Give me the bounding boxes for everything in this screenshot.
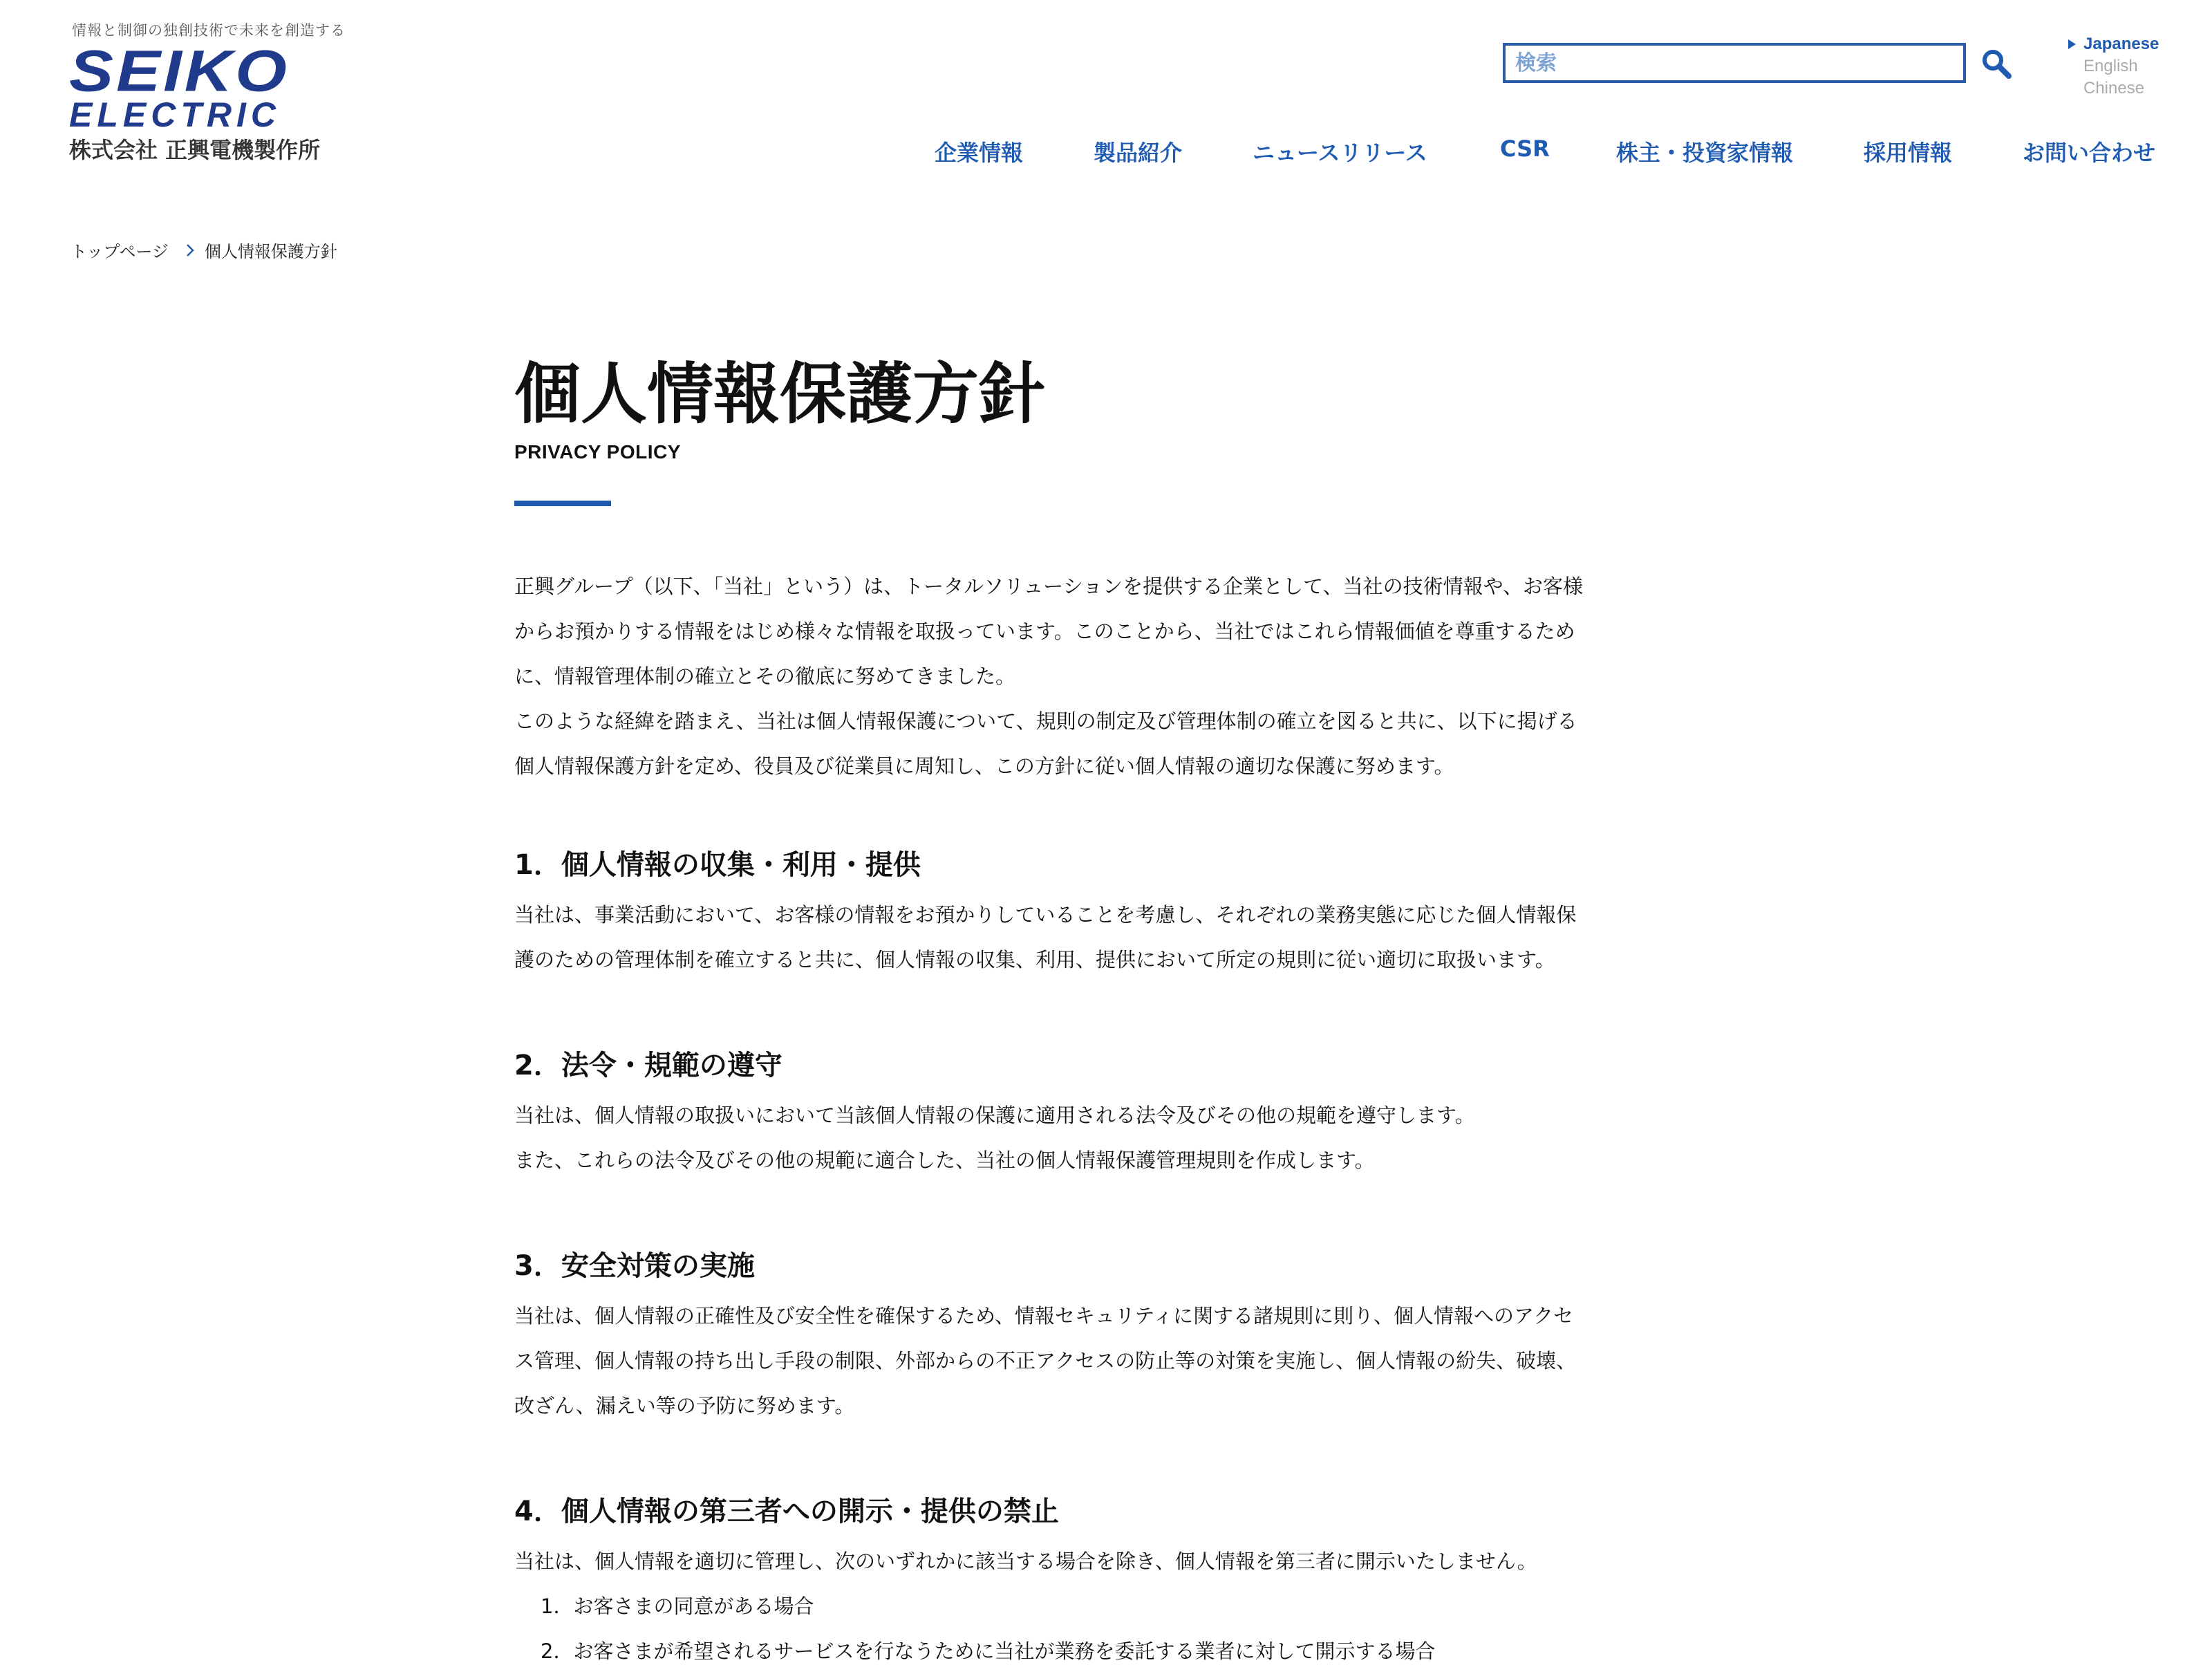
page-subtitle: PRIVACY POLICY <box>514 441 681 463</box>
lang-japanese[interactable]: Japanese <box>2067 33 2159 55</box>
lang-chinese[interactable]: Chinese <box>2083 79 2145 97</box>
main-nav <box>0 136 2212 169</box>
logo-tagline: 情報と制御の独創技術で未来を創造する <box>72 22 346 39</box>
language-switcher <box>2067 33 2159 100</box>
nav-products[interactable]: 製品紹介 <box>1094 140 1183 166</box>
search-input[interactable] <box>1506 46 1963 80</box>
nav-recruit[interactable]: 採用情報 <box>1864 140 1953 166</box>
search-icon <box>1980 47 2013 80</box>
lang-english[interactable]: English <box>2083 57 2138 75</box>
breadcrumb <box>71 238 337 262</box>
section-body <box>514 1093 1717 1183</box>
section-line: ス管理、個人情報の持ち出し手段の制限、外部からの不正アクセスの防止等の対策を実施し、個人情報の紛失、破壊、 <box>514 1349 1577 1373</box>
section-security <box>514 1247 1717 1429</box>
main-content <box>514 353 1717 1674</box>
section-heading: 2．法令・規範の遵守 <box>514 1050 782 1081</box>
section-line: 改ざん、漏えい等の予防に努めます。 <box>514 1394 855 1417</box>
search-button[interactable] <box>1980 47 2013 80</box>
page-title: 個人情報保護方針 <box>514 355 1045 433</box>
section-line: 当社は、個人情報を適切に管理し、次のいずれかに該当する場合を除き、個人情報を第三者に開示いたしません。 <box>514 1550 1537 1573</box>
section-heading: 1．個人情報の収集・利用・提供 <box>514 849 921 881</box>
section-line: 当社は、事業活動において、お客様の情報をお預かりしていることを考慮し、それぞれの業務実態に応じた個人情報保 <box>514 903 1577 927</box>
nav-contact[interactable]: お問い合わせ <box>2023 140 2156 166</box>
breadcrumb-home[interactable]: トップページ <box>71 242 169 261</box>
section-compliance <box>514 1046 1717 1183</box>
title-underline <box>514 501 611 506</box>
section-line: 当社は、個人情報の取扱いにおいて当該個人情報の保護に適用される法令及びその他の規範を遵守します。 <box>514 1104 1475 1127</box>
section-heading: 4．個人情報の第三者への開示・提供の禁止 <box>514 1496 1059 1527</box>
intro-line: このような経緯を踏まえ、当社は個人情報保護について、規則の制定及び管理体制の確立を図ると共に、以下に掲げる <box>514 709 1577 733</box>
section-third-party <box>514 1492 1717 1674</box>
section-line: 当社は、個人情報の正確性及び安全性を確保するため、情報セキュリティに関する諸規則に則り、個人情報へのアクセ <box>514 1304 1574 1328</box>
exception-list <box>514 1584 1717 1674</box>
nav-company-info[interactable]: 企業情報 <box>935 140 1024 166</box>
intro-line: 正興グループ（以下、「当社」という）は、トータルソリューションを提供する企業として、当社の技術情報や、お客様 <box>514 575 1583 598</box>
logo-company-name: 株式会社 正興電機製作所 <box>69 137 321 163</box>
logo-wordmark <box>69 38 366 134</box>
nav-csr[interactable]: CSR <box>1500 136 1550 162</box>
chevron-right-icon <box>185 243 195 257</box>
breadcrumb-current: 個人情報保護方針 <box>204 242 337 261</box>
intro-line: 個人情報保護方針を定め、役員及び従業員に周知し、この方針に従い個人情報の適切な保護に努めます。 <box>514 754 1454 778</box>
section-body <box>514 1294 1717 1429</box>
section-body <box>514 1539 1717 1674</box>
nav-news-release[interactable]: ニュースリリース <box>1253 140 1427 166</box>
logo-electric-text: ELECTRIC <box>69 95 281 134</box>
nav-investors[interactable]: 株主・投資家情報 <box>1616 140 1794 166</box>
section-line: また、これらの法令及びその他の規範に適合した、当社の個人情報保護管理規則を作成します。 <box>514 1148 1375 1172</box>
section-body <box>514 893 1717 983</box>
logo-seiko-text: SEIKO <box>69 38 290 104</box>
intro-text <box>514 564 1717 789</box>
section-collection-use <box>514 846 1717 983</box>
search-box <box>1503 43 1966 83</box>
section-heading: 3．安全対策の実施 <box>514 1250 755 1282</box>
section-line: 護のための管理体制を確立すると共に、個人情報の収集、利用、提供において所定の規則に従い適切に取扱います。 <box>514 948 1555 971</box>
intro-line: に、情報管理体制の確立とその徹底に努めてきました。 <box>514 664 1016 688</box>
list-item: 2．お客さまが希望されるサービスを行なうために当社が業務を委託する業者に対して開示する場合 <box>541 1639 1436 1663</box>
list-item: 1．お客さまの同意がある場合 <box>541 1594 814 1618</box>
intro-line: からお預かりする情報をはじめ様々な情報を取扱っています。このことから、当社ではこれら情報価値を尊重するため <box>514 620 1575 643</box>
